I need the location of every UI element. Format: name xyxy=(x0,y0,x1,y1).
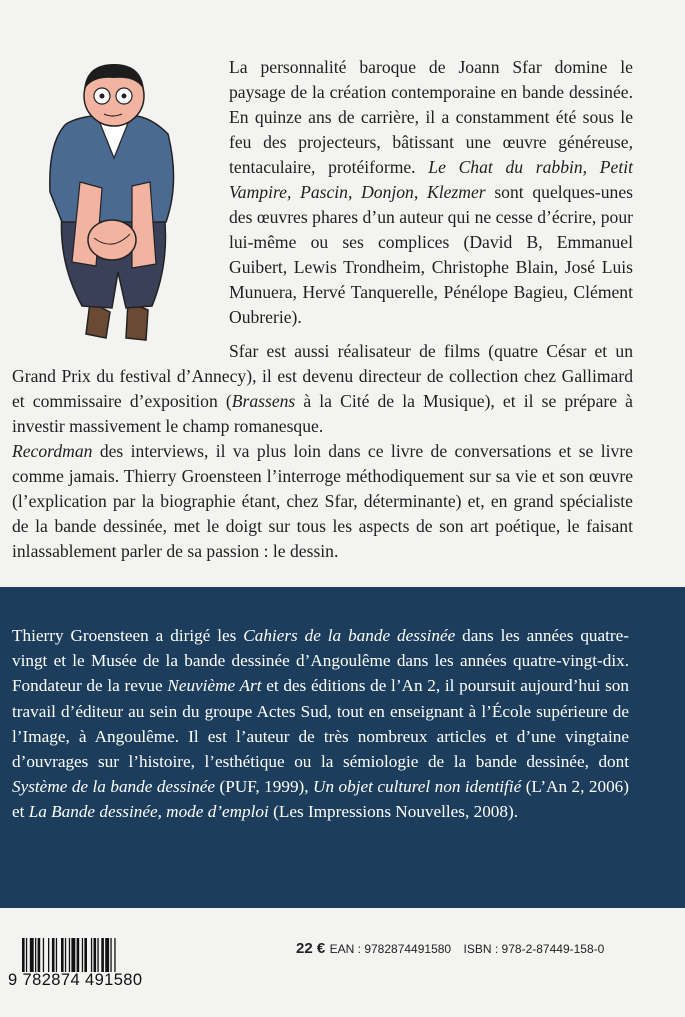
barcode xyxy=(8,938,178,1000)
intro-text: La personnalité baroque de Joann Sfar domine le paysage de la création contemporaine en bande dessinée. En quinze ans de carrière, il a constamment été sous le feu des projecteurs, bâtissant une œuvre généreuse, tentaculaire, protéiforme. xyxy=(229,57,633,177)
isbn-code: ISBN : 978-2-87449-158-0 xyxy=(463,942,605,956)
title-cahiers: Cahiers de la bande dessinée xyxy=(243,626,456,645)
barcode-bar xyxy=(105,938,109,972)
barcode-bar xyxy=(94,938,97,972)
title-neuvieme-art: Neuvième Art xyxy=(167,676,262,696)
barcode-bar xyxy=(43,938,44,972)
barcode-bar xyxy=(61,938,64,972)
barcode-digits: 9 782874 491580 xyxy=(8,971,143,989)
interview-text: des interviews, il va plus loin dans ce livre de conversations et se livre comme jamais. Thierry Groensteen l’interroge méthodiquement sur sa vie et son œuvre (l’explication par la biographie étant, chez Sfar, déterminante) et, en grand spécialiste de la bande dessinée, met le doigt sur tous les aspects de son art poétique, le faisant inlassablement parler de sa passion : le dessin. xyxy=(12,441,633,561)
ean-code: EAN : 9782874491580 xyxy=(329,942,452,956)
barcode-bar xyxy=(52,938,55,972)
barcode-bar xyxy=(97,938,98,972)
barcode-bar xyxy=(82,938,83,972)
exhibition-title: Brassens xyxy=(231,391,296,411)
author-bio-text: Thierry Groensteen a dirigé les Cahiers de la bande dessinée dans les années quatre-vingt et le Musée de la bande dessinée d’Angoulême dans les années quatre-vingt-dix. Fondateur de la revue Neuvième Art et des éditions de l’An 2, il poursuit aujourd’hui son travail d’éditeur au sein du groupe Actes Sud, tout en enseignant à l’École supérieure de l’Image, à Angoulême. Il est l’auteur de très nombreux articles et d’une vingtaine d’ouvrages sur l’histoire, l’esthétique ou la sémiologie de la bande dessinée, dont Système de la bande dessinée (PUF, 1999), Un objet culturel non identifié (L’An 2, 2006) et La Bande dessinée, mode d’emploi (Les Impressions Nouvelles, 2008). xyxy=(12,626,629,822)
interview-paragraph xyxy=(12,439,633,564)
barcode-bar xyxy=(35,938,36,972)
recordman-word: Recordman xyxy=(12,441,93,461)
barcode-bar xyxy=(56,938,57,972)
title-mode-emploi: La Bande dessinée, mode d’emploi xyxy=(28,802,269,822)
barcode-bar xyxy=(69,938,70,972)
barcode-bar xyxy=(114,938,115,972)
title-systeme: Système de la bande dessinée xyxy=(12,777,216,797)
director-text: Sfar est aussi réalisateur de films (quatre César et un Grand Prix du festival d’Annecy), il est devenu directeur de collection chez Gallimard et commissaire d’exposition ( xyxy=(12,341,633,411)
director-text-continued: à la Cité de la Musique), et il se prépare à investir massivement le champ romanesque. xyxy=(12,391,633,436)
director-paragraph xyxy=(12,339,633,439)
barcode-bar xyxy=(101,938,104,972)
barcode-bar xyxy=(38,938,41,972)
price-and-codes xyxy=(296,940,604,958)
works-list: Le Chat du rabbin, Petit Vampire, Pascin, Donjon, Klezmer xyxy=(229,157,633,202)
barcode-bar xyxy=(91,938,92,972)
barcode-bar xyxy=(84,938,87,972)
barcode-bar xyxy=(71,938,75,972)
barcode-bar xyxy=(77,938,80,972)
barcode-bar xyxy=(26,938,27,972)
price: 22 € xyxy=(296,940,326,957)
seated-cartoon-man-illustration xyxy=(40,62,190,352)
barcode-bar xyxy=(30,938,34,972)
intro-text-continued: sont quelques-unes des œuvres phares d’un auteur qui ne cesse d’écrire, pour lui-même ou ses complices (David B, Emmanuel Guibert, Lewis Trondheim, Christophe Blain, José Luis Munuera, Hervé Tanquerelle, Pénélope Bagieu, Clément Oubrerie). xyxy=(229,182,633,327)
title-objet-culturel: Un objet culturel non identifié xyxy=(313,777,522,797)
barcode-bar xyxy=(22,938,25,972)
barcode-bar xyxy=(110,938,111,972)
author-bio-band xyxy=(0,587,685,908)
barcode-bar xyxy=(48,938,49,972)
intro-paragraph xyxy=(229,55,633,330)
barcode-bars xyxy=(8,938,180,972)
barcode-bar xyxy=(65,938,66,972)
